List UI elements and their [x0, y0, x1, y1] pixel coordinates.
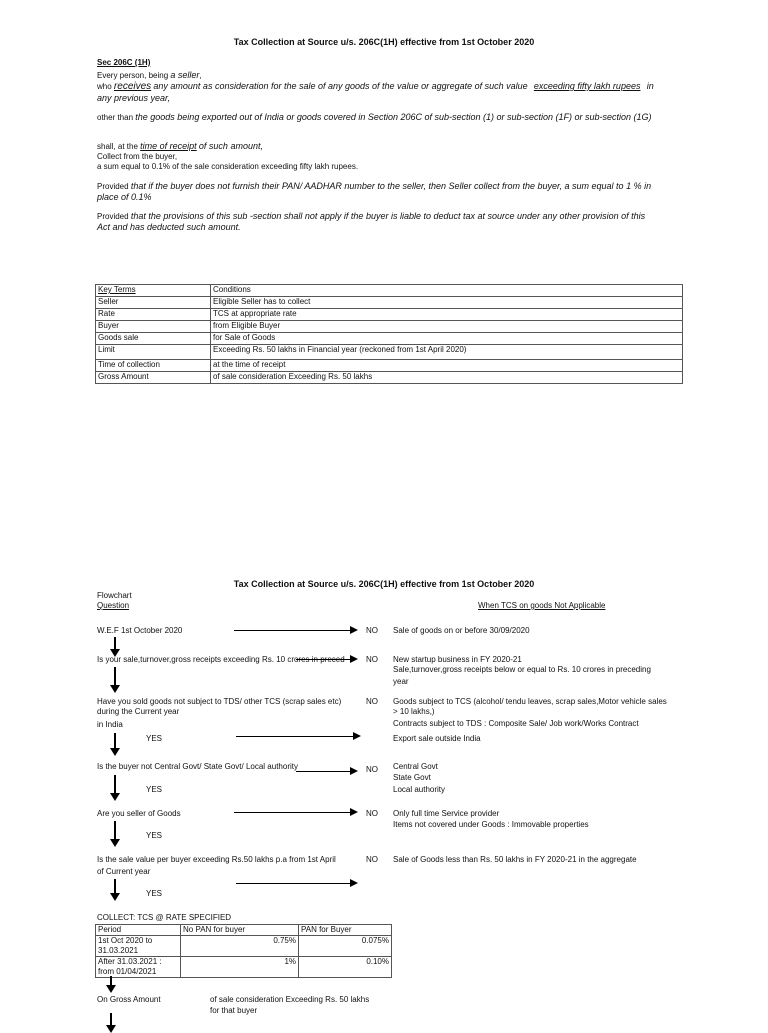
- down-arrow-icon: [114, 879, 116, 895]
- para-line: place of 0.1%: [97, 192, 152, 202]
- table-row: [96, 297, 683, 309]
- para-line: shall, at the time of receipt of such amount,: [97, 141, 263, 151]
- key-terms-table: [95, 284, 683, 384]
- table-cell: 1%: [181, 957, 299, 978]
- table-cell: Goods sale: [96, 333, 211, 345]
- not-applicable-label: When TCS on goods Not Applicable: [478, 601, 606, 610]
- yes-label: YES: [146, 889, 163, 898]
- table-row: [96, 936, 392, 957]
- table-cell: Limit: [96, 345, 211, 360]
- para-line: other than the goods being exported out of India or goods covered in Section 206C of sub-section (1) or sub-section (1F) or sub-section (1G): [97, 112, 652, 122]
- answer-3-line2: > 10 lakhs,): [393, 707, 435, 716]
- header-cell: Conditions: [211, 285, 683, 297]
- para-line: a sum equal to 0.1% of the sale consideration exceeding fifty lakh rupees.: [97, 162, 359, 171]
- para-line: Every person, being a seller,: [97, 70, 202, 80]
- answer-3-line4: Export sale outside India: [393, 734, 481, 743]
- rate-table: [95, 924, 392, 978]
- right-arrow-icon: [234, 812, 351, 813]
- table-cell: Time of collection: [96, 360, 211, 372]
- question-6-line2: of Current year: [97, 867, 151, 876]
- table-row: [96, 957, 392, 978]
- yes-label: YES: [146, 785, 163, 794]
- flowchart-title: Tax Collection at Source u/s. 206C(1H) effective from 1st October 2020: [233, 579, 535, 589]
- table-cell: TCS at appropriate rate: [211, 309, 683, 321]
- answer-2-line2: Sale,turnover,gross receipts below or equal to Rs. 10 crores in preceding: [393, 665, 651, 674]
- table-row: [96, 321, 683, 333]
- section-heading: Sec 206C (1H): [97, 58, 151, 67]
- answer-2-line3: year: [393, 677, 409, 686]
- no-label: NO: [366, 855, 378, 864]
- answer-1: Sale of goods on or before 30/09/2020: [393, 626, 530, 635]
- question-1: W.E.F 1st October 2020: [97, 626, 183, 635]
- para-line: any previous year,: [97, 93, 171, 103]
- header-cell: Period: [96, 925, 181, 936]
- header-cell: Key Terms: [96, 285, 211, 297]
- yes-label: YES: [146, 734, 163, 743]
- right-arrow-icon: [236, 736, 354, 737]
- down-arrow-icon: [114, 775, 116, 795]
- table-cell: Seller: [96, 297, 211, 309]
- para-line: who receives any amount as consideration for the sale of any goods of the value or aggregate of such value exceeding fifty lakh rupees in: [97, 81, 654, 92]
- proviso-1: Provided that if the buyer does not furnish their PAN/ AADHAR number to the seller, then Seller collect from the buyer, a sum equal to 1 % in: [97, 181, 652, 191]
- answer-5-line1: Only full time Service provider: [393, 809, 500, 818]
- right-arrow-icon: [296, 771, 351, 772]
- question-label: Question: [97, 601, 130, 610]
- proviso-2: Provided that the provisions of this sub -section shall not apply if the buyer is liable to deduct tax at source under any other provision of this: [97, 211, 646, 221]
- table-cell: Gross Amount: [96, 372, 211, 384]
- yes-label: YES: [146, 831, 163, 840]
- answer-4-line1: Central Govt: [393, 762, 438, 771]
- table-cell: 0.075%: [299, 936, 392, 957]
- answer-6: Sale of Goods less than Rs. 50 lakhs in FY 2020-21 in the aggregate: [393, 855, 637, 864]
- table-cell: 0.75%: [181, 936, 299, 957]
- table-cell: After 31.03.2021 : from 01/04/2021: [96, 957, 181, 978]
- flowchart-label: Flowchart: [97, 591, 132, 600]
- down-arrow-icon: [114, 733, 116, 750]
- question-3-line3: in India: [97, 720, 123, 729]
- table-row: [96, 345, 683, 360]
- down-arrow-icon: [114, 821, 116, 841]
- question-5: Are you seller of Goods: [97, 809, 181, 818]
- question-2: Is your sale,turnover,gross receipts exceeding Rs. 10 crores in preced: [97, 655, 345, 664]
- table-cell: Exceeding Rs. 50 lakhs in Financial year (reckoned from 1st April 2020): [211, 345, 683, 360]
- down-arrow-icon: [110, 1013, 112, 1027]
- answer-4-line2: State Govt: [393, 773, 431, 782]
- no-label: NO: [366, 765, 378, 774]
- table-cell: from Eligible Buyer: [211, 321, 683, 333]
- header-cell: PAN for Buyer: [299, 925, 392, 936]
- table-row: [96, 360, 683, 372]
- para-line: Act and has deducted such amount.: [97, 222, 241, 232]
- gross-amount-label: On Gross Amount: [97, 995, 161, 1004]
- table-cell: Buyer: [96, 321, 211, 333]
- question-3-line2: during the Current year: [97, 707, 180, 716]
- no-label: NO: [366, 626, 378, 635]
- table-cell: of sale consideration Exceeding Rs. 50 lakhs: [211, 372, 683, 384]
- para-line: Collect from the buyer,: [97, 152, 178, 161]
- answer-3-line1: Goods subject to TCS (alcohol/ tendu leaves, scrap sales,Motor vehicle sales: [393, 697, 667, 706]
- down-arrow-icon: [114, 667, 116, 687]
- table-cell: Rate: [96, 309, 211, 321]
- no-label: NO: [366, 809, 378, 818]
- collect-label: COLLECT: TCS @ RATE SPECIFIED: [97, 913, 232, 922]
- no-label: NO: [366, 697, 378, 706]
- table-row: [96, 333, 683, 345]
- page-title: Tax Collection at Source u/s. 206C(1H) effective from 1st October 2020: [233, 37, 535, 47]
- down-arrow-icon: [110, 976, 112, 987]
- table-header-row: [96, 285, 683, 297]
- right-arrow-icon: [234, 630, 351, 631]
- table-cell: for Sale of Goods: [211, 333, 683, 345]
- gross-amount-value-line1: of sale consideration Exceeding Rs. 50 lakhs: [210, 995, 370, 1004]
- answer-4-line3: Local authority: [393, 785, 446, 794]
- down-arrow-icon: [114, 637, 116, 651]
- table-header-row: [96, 925, 392, 936]
- question-6-line1: Is the sale value per buyer exceeding Rs.50 lakhs p.a from 1st April: [97, 855, 336, 864]
- right-arrow-icon: [236, 883, 351, 884]
- table-cell: 1st Oct 2020 to 31.03.2021: [96, 936, 181, 957]
- header-cell: No PAN for buyer: [181, 925, 299, 936]
- right-arrow-icon: [296, 659, 351, 660]
- table-row: [96, 309, 683, 321]
- table-cell: 0.10%: [299, 957, 392, 978]
- answer-5-line2: Items not covered under Goods : Immovable properties: [393, 820, 589, 829]
- answer-3-line3: Contracts subject to TDS : Composite Sale/ Job work/Works Contract: [393, 719, 639, 728]
- gross-amount-value-line2: for that buyer: [210, 1006, 258, 1015]
- no-label: NO: [366, 655, 378, 664]
- table-cell: at the time of receipt: [211, 360, 683, 372]
- question-4: Is the buyer not Central Govt/ State Govt/ Local authority: [97, 762, 298, 771]
- question-3-line1: Have you sold goods not subject to TDS/ other TCS (scrap sales etc): [97, 697, 342, 706]
- table-row: [96, 372, 683, 384]
- answer-2-line1: New startup business in FY 2020-21: [393, 655, 522, 664]
- table-cell: Eligible Seller has to collect: [211, 297, 683, 309]
